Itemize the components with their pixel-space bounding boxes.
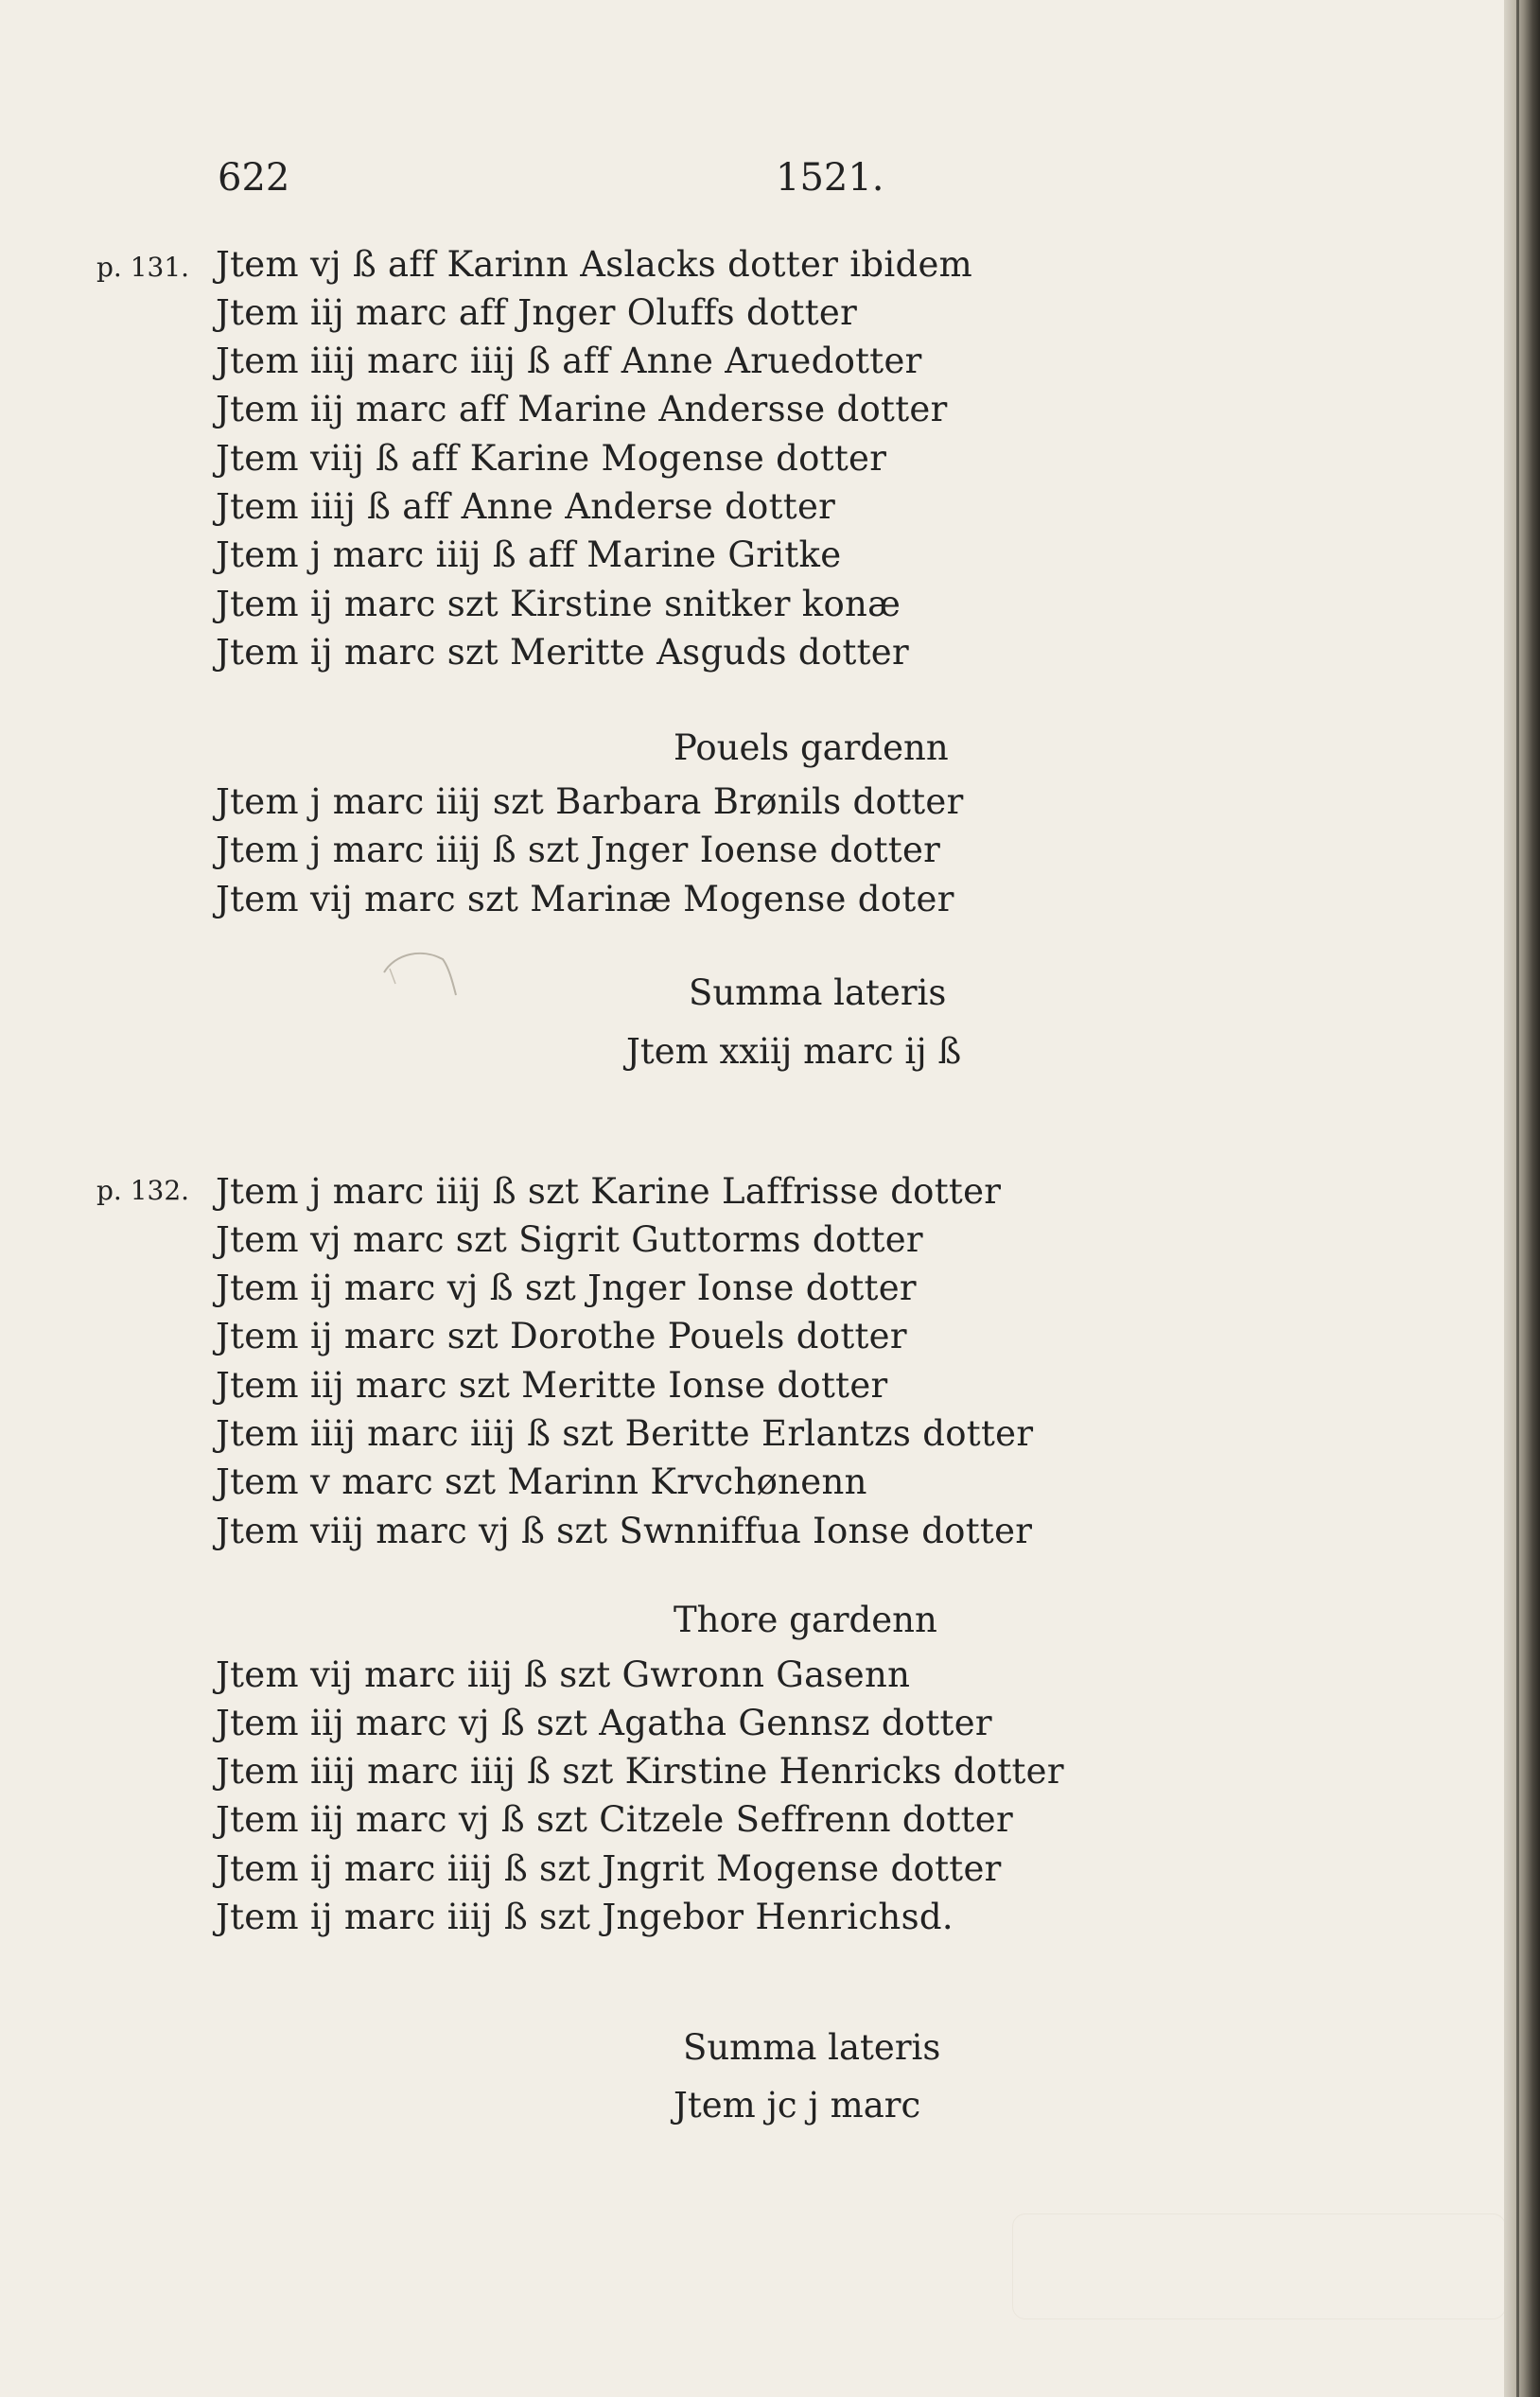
entry-line: Jtem iiij marc iiij ß aff Anne Aruedotter — [216, 341, 922, 381]
entry-line: Jtem iij marc szt Meritte Ionse dotter — [216, 1365, 888, 1406]
entry-line: Jtem j marc iiij ß szt Jnger Ioense dotter — [216, 830, 941, 870]
entry-line: Jtem iiij ß aff Anne Anderse dotter — [216, 486, 836, 527]
section-heading-pouels-gardenn: Pouels gardenn — [674, 727, 949, 768]
entry-line: Jtem ij marc szt Kirstine snitker konæ — [216, 584, 901, 624]
entry-line: Jtem vj ß aff Karinn Aslacks dotter ibidem — [216, 244, 973, 285]
entry-line: Jtem v marc szt Marinn Krvchønenn — [216, 1461, 867, 1502]
entry-line: Jtem vj marc szt Sigrit Guttorms dotter — [216, 1219, 923, 1260]
summa-lateris-label: Summa lateris — [683, 2027, 941, 2068]
paper-blemish — [1012, 2213, 1506, 2319]
margin-ref-p131: p. 131. — [96, 252, 190, 283]
pencil-mark-icon — [376, 946, 462, 1003]
entry-line: Jtem ij marc szt Meritte Asguds dotter — [216, 632, 909, 673]
entry-line: Jtem iij marc vj ß szt Agatha Gennsz dotter — [216, 1703, 992, 1743]
entry-line: Jtem ij marc iiij ß szt Jngebor Henrichsd. — [216, 1897, 954, 1937]
entry-line: Jtem j marc iiij ß aff Marine Gritke — [216, 534, 842, 575]
entry-line: Jtem j marc iiij szt Barbara Brønils dotter — [216, 781, 964, 822]
entry-line: Jtem ij marc iiij ß szt Jngrit Mogense dotter — [216, 1848, 1002, 1889]
year-heading: 1521. — [776, 156, 884, 200]
section-heading-thore-gardenn: Thore gardenn — [674, 1600, 937, 1640]
summa-lateris-value: Jtem jc j marc — [674, 2085, 921, 2126]
entry-line: Jtem viij marc vj ß szt Swnniffua Ionse dotter — [216, 1511, 1033, 1551]
entry-line: Jtem j marc iiij ß szt Karine Laffrisse dotter — [216, 1171, 1002, 1212]
page-header — [0, 156, 1504, 213]
entry-line: Jtem ij marc vj ß szt Jnger Ionse dotter — [216, 1268, 917, 1308]
entry-line: Jtem iij marc aff Marine Andersse dotter — [216, 389, 948, 429]
entry-line: Jtem vij marc szt Marinæ Mogense doter — [216, 879, 954, 919]
summa-lateris-value: Jtem xxiij marc ij ß — [626, 1031, 962, 1072]
page-number: 622 — [218, 156, 290, 200]
margin-ref-p132: p. 132. — [96, 1175, 190, 1206]
entry-line: Jtem iij marc aff Jnger Oluffs dotter — [216, 292, 858, 333]
summa-lateris-label: Summa lateris — [689, 972, 947, 1013]
book-spine-edge — [1504, 0, 1540, 2397]
entry-line: Jtem viij ß aff Karine Mogense dotter — [216, 438, 887, 479]
entry-line: Jtem ij marc szt Dorothe Pouels dotter — [216, 1316, 907, 1356]
entry-line: Jtem iiij marc iiij ß szt Kirstine Henricks dotter — [216, 1751, 1064, 1792]
entry-line: Jtem vij marc iiij ß szt Gwronn Gasenn — [216, 1654, 911, 1695]
entry-line: Jtem iij marc vj ß szt Citzele Seffrenn dotter — [216, 1799, 1013, 1840]
entry-line: Jtem iiij marc iiij ß szt Beritte Erlantzs dotter — [216, 1413, 1034, 1454]
book-binding-line — [1516, 0, 1519, 2397]
